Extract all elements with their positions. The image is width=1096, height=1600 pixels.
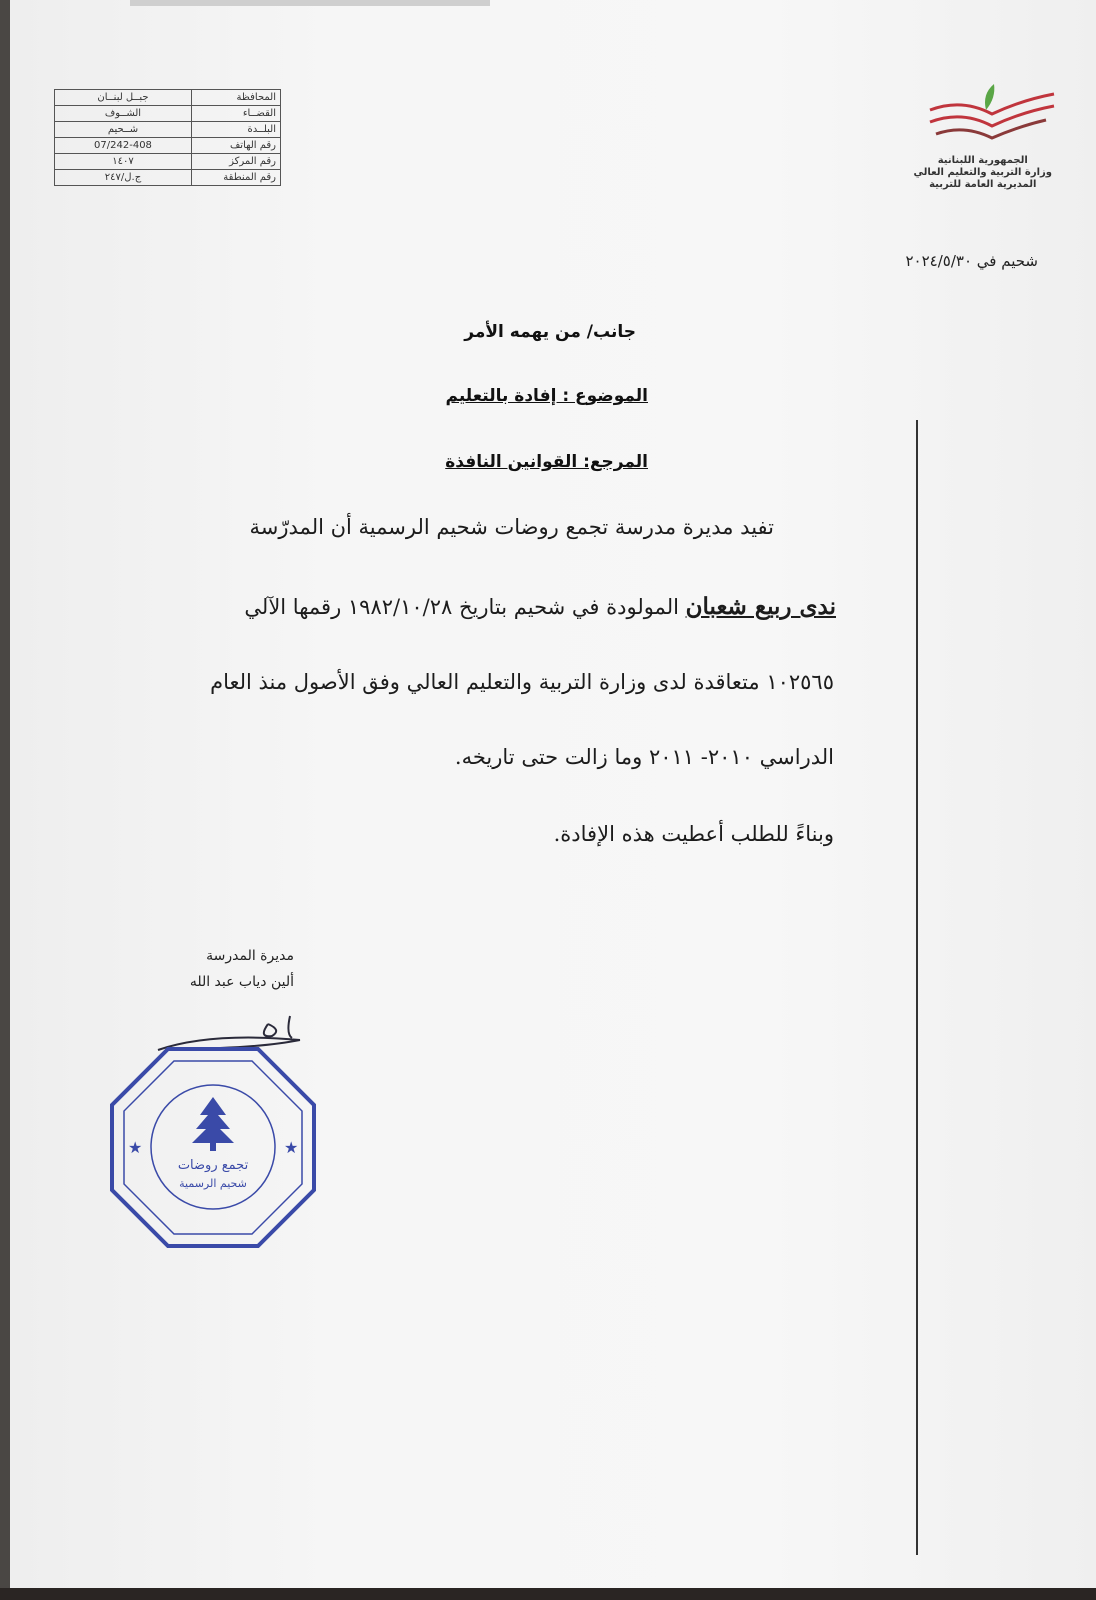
row-label: رقم الهاتف: [192, 138, 281, 154]
document-page: [10, 0, 1096, 1600]
row-value: ١٤٠٧: [55, 154, 192, 170]
school-info-table: [54, 89, 281, 186]
ministry-line: الجمهورية اللبنانية: [937, 155, 1028, 166]
letter-date: شحيم في ٢٠٢٤/٥/٣٠: [905, 252, 1038, 270]
stamp-inner-line-2: شحيم الرسمية: [179, 1177, 247, 1190]
margin-line: [916, 420, 918, 1555]
letter-recipient: جانب/ من يهمه الأمر: [464, 322, 636, 342]
ministry-line: وزارة التربية والتعليم العالي: [913, 167, 1052, 178]
table-row: [55, 106, 281, 122]
teacher-name: ندى ربيع شعبان: [685, 593, 836, 620]
row-value: شــحيم: [55, 122, 192, 138]
signer-name: ألين دياب عبد الله: [189, 974, 294, 990]
body-line-1: تفيد مديرة مدرسة تجمع روضات شحيم الرسمية أن المدرّسة: [249, 515, 774, 539]
svg-text:★: ★: [128, 1138, 143, 1157]
table-row: [55, 138, 281, 154]
body-line-2: [244, 593, 836, 620]
row-label: البلــدة: [192, 122, 281, 138]
school-stamp: [108, 1045, 318, 1250]
body-line-3: ١٠٢٥٦٥ متعاقدة لدى وزارة التربية والتعليم العالي وفق الأصول منذ العام: [210, 670, 834, 694]
row-value: 07/242-408: [55, 138, 192, 154]
signer-title: مديرة المدرسة: [206, 948, 294, 964]
row-label: رقم المركز: [192, 154, 281, 170]
row-label: المحافظة: [192, 90, 281, 106]
table-row: [55, 122, 281, 138]
table-row: [55, 90, 281, 106]
letter-subject: الموضوع : إفادة بالتعليم: [445, 386, 648, 406]
body-line-4: الدراسي ٢٠١٠- ٢٠١١ وما زالت حتى تاريخه.: [454, 745, 834, 769]
body-line-2-rest: المولودة في شحيم بتاريخ ١٩٨٢/١٠/٢٨ رقمها الآلي: [244, 595, 686, 619]
table-row: [55, 170, 281, 186]
top-strip: [130, 0, 490, 6]
bottom-strip: [0, 1588, 1096, 1600]
letter-reference: المرجع: القوانين النافذة: [445, 452, 648, 472]
table-row: [55, 154, 281, 170]
body-line-5: وبناءً للطلب أعطيت هذه الإفادة.: [553, 822, 834, 846]
row-value: ج.ل/٢٤٧: [55, 170, 192, 186]
row-value: الشــوف: [55, 106, 192, 122]
row-value: جبــل لبنــان: [55, 90, 192, 106]
row-label: القضــاء: [192, 106, 281, 122]
stamp-inner-line-1: تجمع روضات: [177, 1158, 249, 1173]
row-label: رقم المنطقة: [192, 170, 281, 186]
svg-text:★: ★: [284, 1138, 299, 1157]
ministry-line: المديرية العامة للتربية: [929, 179, 1037, 190]
ministry-header: [914, 155, 1052, 191]
ministry-logo-icon: [922, 80, 1062, 150]
